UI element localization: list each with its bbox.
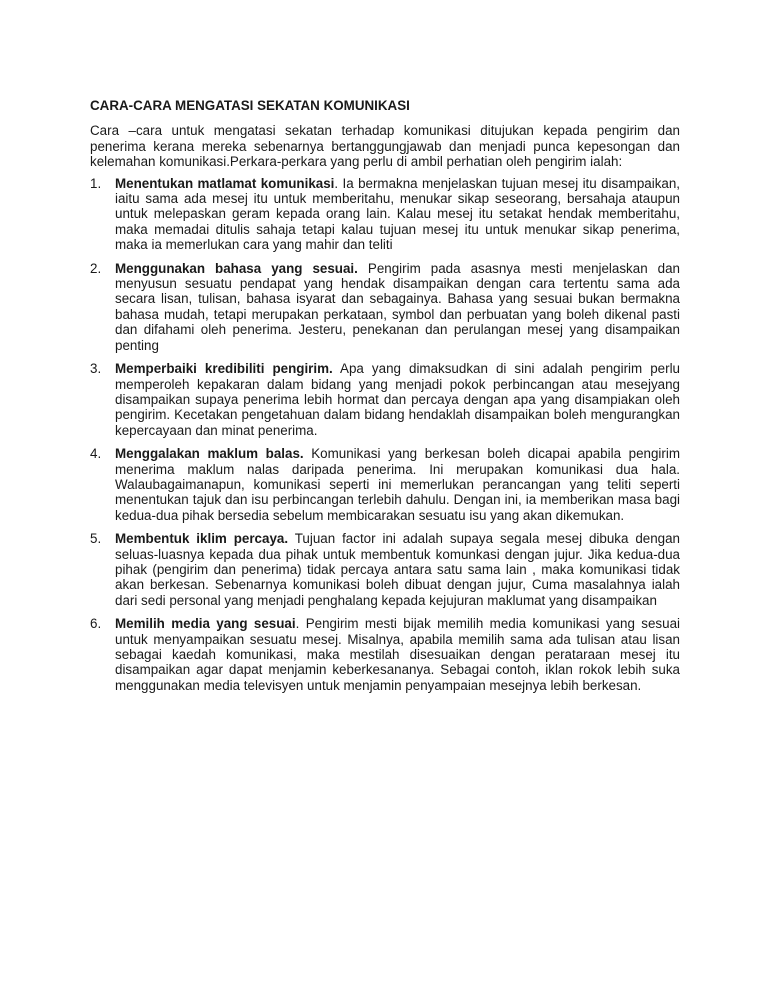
list-item — [90, 616, 680, 693]
list-item-text: . Ia bermakna menjelaskan tujuan mesej itu disampaikan, iaitu sama ada mesej itu untuk memberitahu, menukar sikap seseorang, bersahaja ataupun untuk melepaskan geram kepada orang lain. Kalau mesej itu setakat hendak memberitahu, maka memadai ditulis sahaja tetapi kalau tujuan mesej itu untuk menukar sikap penerima, maka ia memerlukan cara yang mahir dan teliti — [115, 175, 681, 253]
list-item — [90, 176, 680, 253]
list-item-text: Komunikasi yang berkesan boleh dicapai apabila pengirim menerima maklum nalas daripada penerima. Ini merupakan komunikasi dua hala. Walaubagaimanapun, komunikasi seperti ini memerlukan perancangan yang teliti seperti menentukan tajuk dan isu perbincangan terlebih dahulu. Dengan ini, ia memberikan masa bagi kedua-dua pihak bersedia sebelum membicarakan sesuatu isu yang akan dikemukan. — [115, 446, 680, 523]
list-item-heading: Memilih media yang sesuai — [115, 616, 296, 632]
numbered-list — [90, 176, 680, 694]
list-item-text: Apa yang dimaksudkan di sini adalah pengirim perlu memperoleh kepakaran dalam bidang yang menjadi pokok perbincangan atau mesejyang disampaikan supaya penerima lebih hormat dan percaya dengan apa yang disampiakan oleh pengirim. Kecetakan pengetahuan dalam bidang hendaklah disampaikan boleh mengurangkan kepercayaan dan minat penerima. — [115, 361, 681, 438]
list-item — [90, 531, 680, 608]
list-item-number: 6. — [90, 616, 102, 632]
list-item-heading: Menggalakan maklum balas. — [115, 446, 304, 462]
list-item-heading: Menggunakan bahasa yang sesuai. — [115, 260, 358, 276]
list-item-heading: Membentuk iklim percaya. — [115, 531, 289, 547]
list-item-heading: Memperbaiki kredibiliti pengirim. — [115, 361, 333, 377]
list-item — [90, 261, 680, 353]
list-item-number: 2. — [90, 260, 102, 276]
list-item-text: . Pengirim mesti bijak memilih media komunikasi yang sesuai untuk menyampaikan sesuatu mesej. Misalnya, apabila memilih sama ada tulisan atau lisan sebagai kaedah komunikasi, maka mestilah disesuaikan dengan perataraan mesej itu disampaikan agar dapat menjamin keberkesananya. Sebagai contoh, iklan rokok lebih suka menggunakan media televisyen untuk menjamin penyampaian mesejnya lebih berkesan. — [115, 616, 680, 693]
document-page — [90, 98, 680, 701]
list-item-number: 5. — [90, 531, 102, 547]
list-item-number: 3. — [90, 361, 102, 377]
list-item-heading: Menentukan matlamat komunikasi — [115, 175, 335, 191]
intro-paragraph: Cara –cara untuk mengatasi sekatan terhadap komunikasi ditujukan kepada pengirim dan penerima kerana mereka sebenarnya bertanggungjawab dan menjadi punca kepesongan dan kelemahan komunikasi.Perkara-perkara yang perlu di ambil perhatian oleh pengirim ialah: — [90, 123, 680, 170]
list-item — [90, 361, 680, 438]
list-item-number: 1. — [90, 175, 102, 191]
document-title: CARA-CARA MENGATASI SEKATAN KOMUNIKASI — [90, 98, 410, 113]
list-item-number: 4. — [90, 446, 102, 462]
list-item-text: Tujuan factor ini adalah supaya segala mesej dibuka dengan seluas-luasnya kepada dua pihak untuk membentuk komunkasi dengan jujur. Jika kedua-dua pihak (pengirim dan penerima) tidak percaya antara satu sama lain , maka komunikasi tidak akan berkesan. Sebenarnya komunikasi boleh dibuat dengan jujur, Cuma masalahnya ialah dari sedi personal yang menjadi penghalang kepada kejujuran maklumat yang disampaikan — [115, 531, 681, 608]
list-item-text: Pengirim pada asasnya mesti menjelaskan dan menyusun sesuatu pendapat yang hendak disampaikan dengan cara tertentu sama ada secara lisan, tulisan, bahasa isyarat dan sebagainya. Bahasa yang sesuai bukan bermakna bahasa mudah, tetapi merupakan perkataan, symbol dan perbuatan yang boleh dikenal pasti dan difahami oleh penerima. Jesteru, penekanan dan perulangan mesej yang disampaikan penting — [115, 260, 680, 353]
list-item — [90, 446, 680, 523]
